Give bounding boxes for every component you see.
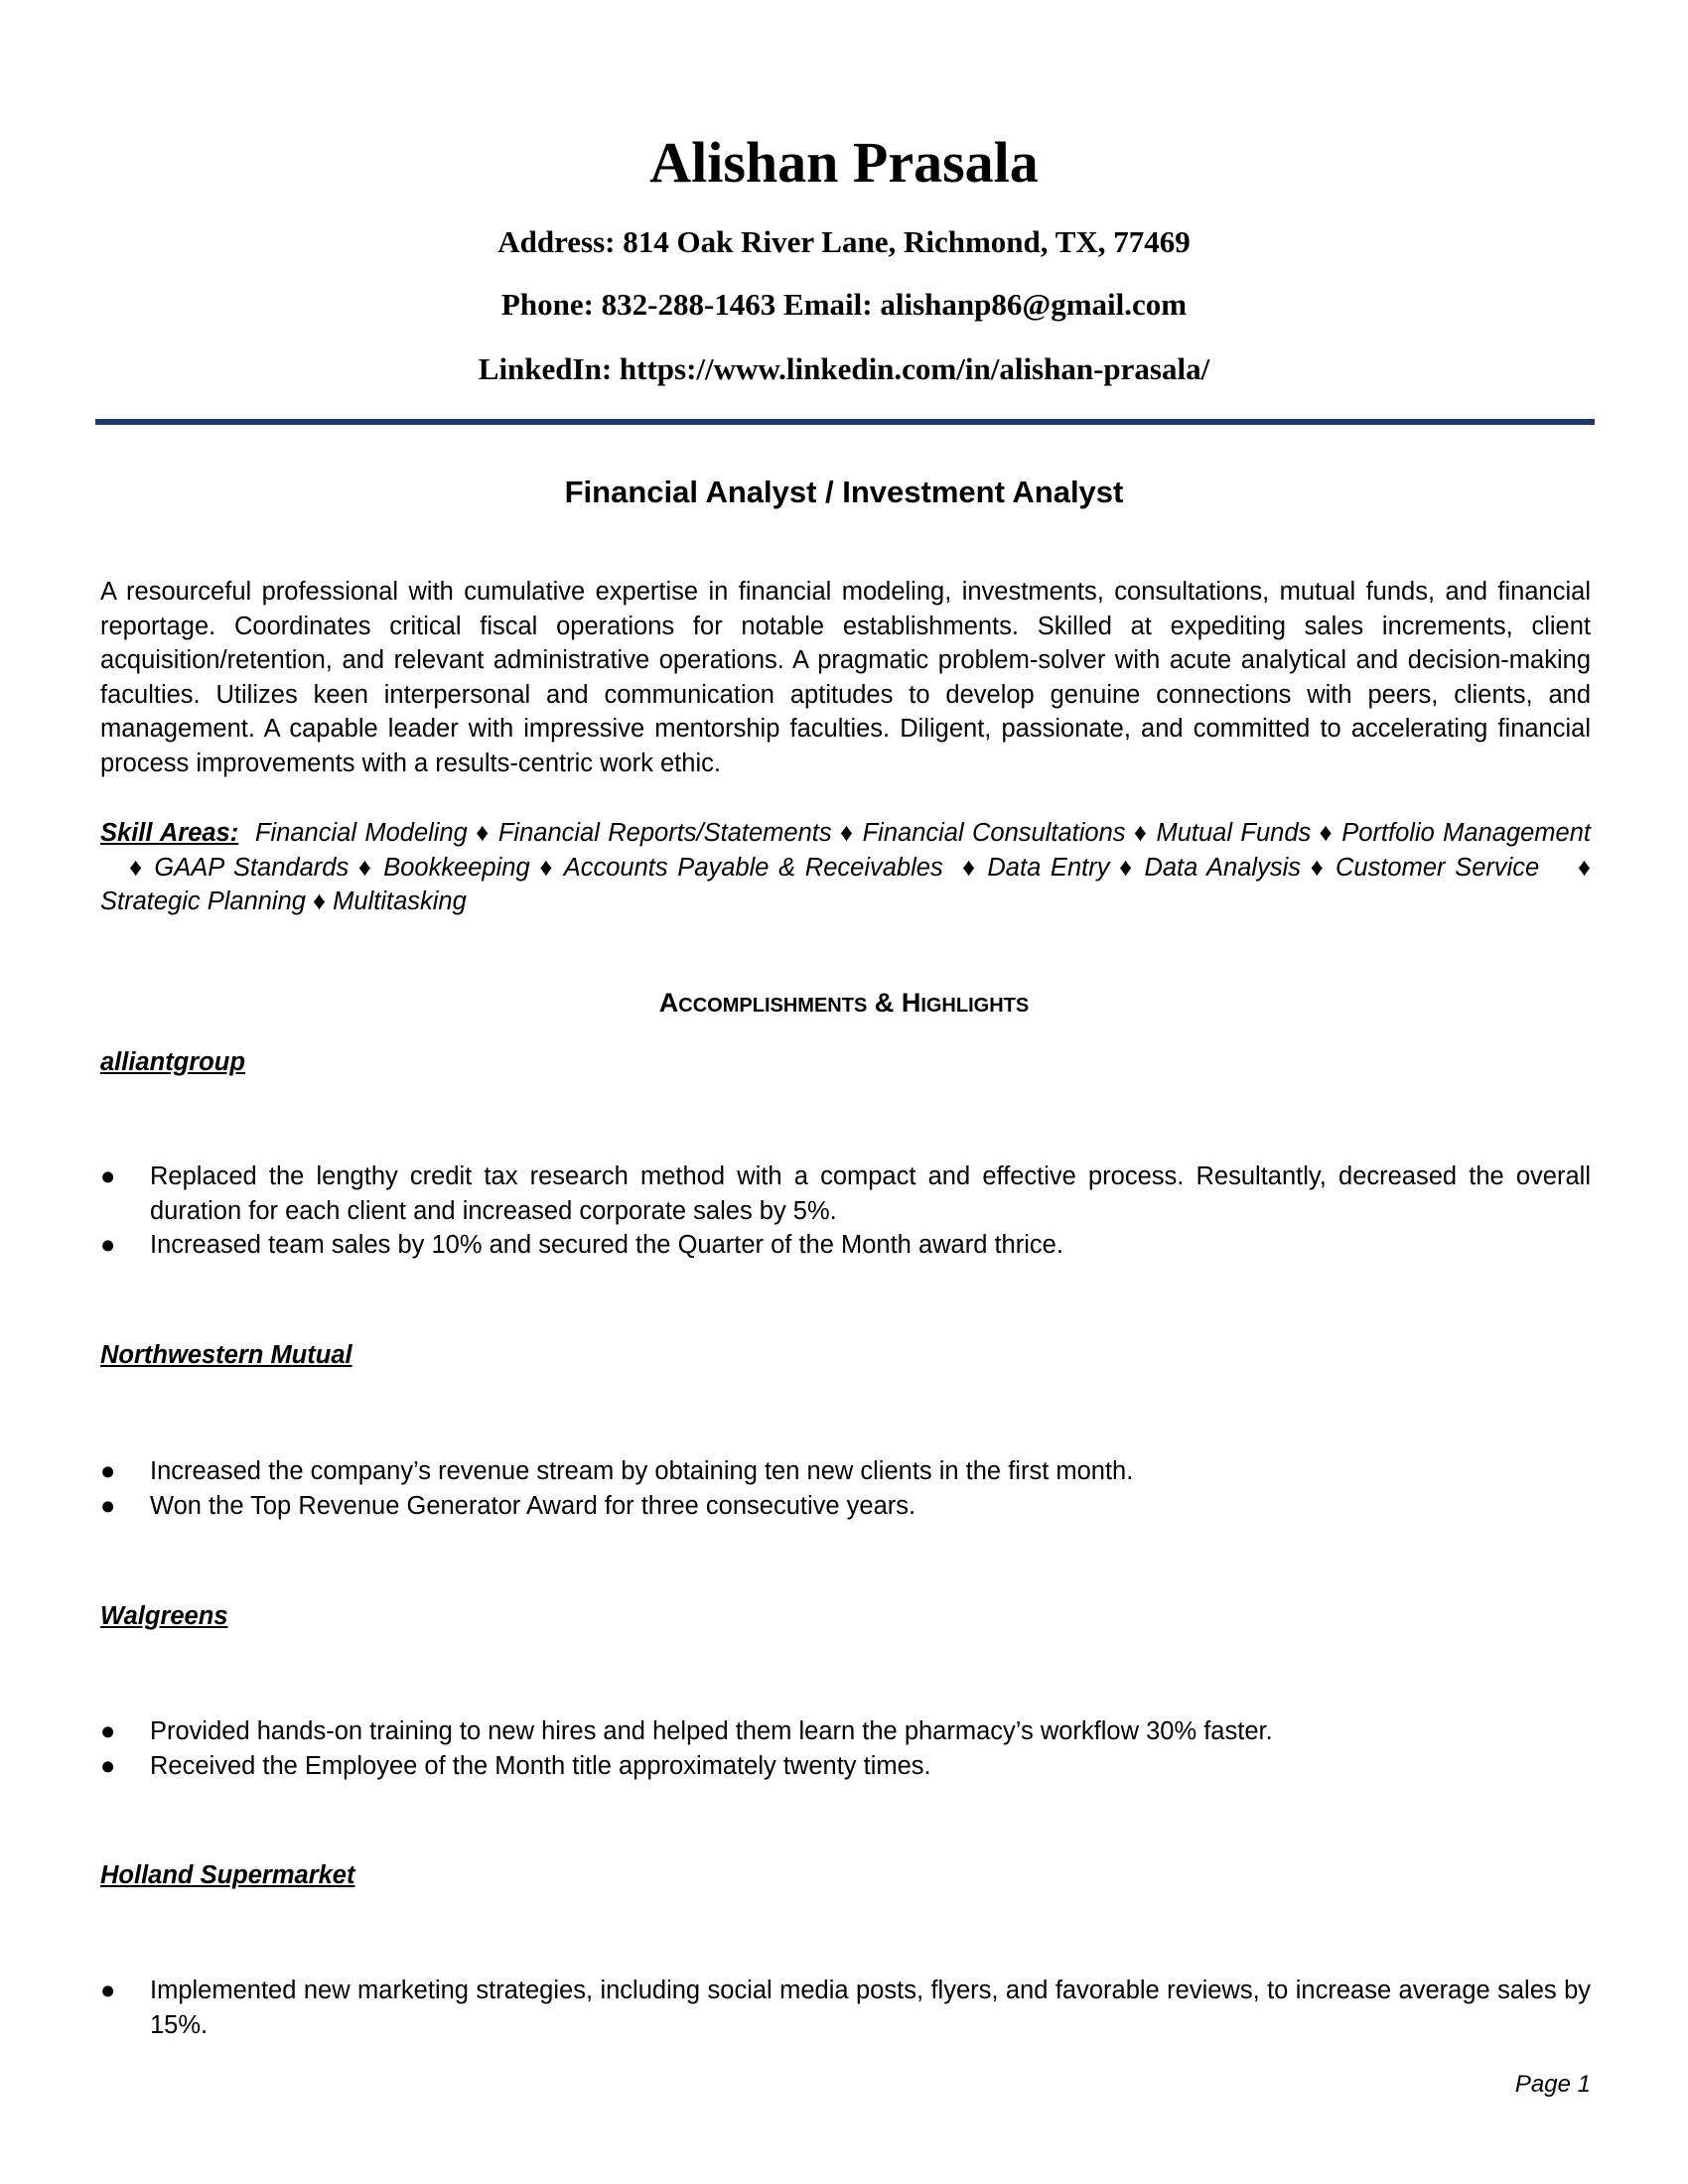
list-item: ● Won the Top Revenue Generator Award for three consecutive years. bbox=[100, 1491, 916, 1520]
list-item: ● Implemented new marketing strategies, including social media posts, flyers, and favorable reviews, to increase average sales by 15%. bbox=[100, 1977, 1591, 2039]
candidate-name: Alishan Prasala bbox=[649, 130, 1039, 195]
company-name: Walgreens bbox=[100, 1602, 228, 1630]
accomplishments-heading: ACCOMPLISHMENTS & HIGHLIGHTS bbox=[658, 988, 1030, 1018]
header-divider bbox=[95, 419, 1595, 425]
list-item: ● Provided hands-on training to new hires and helped them learn the pharmacy’s workflow 30% faster. bbox=[100, 1717, 1273, 1745]
phone-email: Phone: 832-288-1463 Email: alishanp86@gmail.com bbox=[500, 287, 1188, 322]
list-item: ● Increased the company’s revenue stream by obtaining ten new clients in the first month. bbox=[100, 1457, 1134, 1485]
bullet-list bbox=[100, 1160, 1591, 1263]
list-item: ● Received the Employee of the Month title approximately twenty times. bbox=[100, 1751, 931, 1780]
company-name: Northwestern Mutual bbox=[100, 1341, 352, 1369]
list-item: ● Replaced the lengthy credit tax research method with a compact and effective process. Resultantly, decreased the overall duration for each client and increased corporate sales by 5%. bbox=[100, 1162, 1591, 1225]
linkedin: LinkedIn: https://www.linkedin.com/in/alishan-prasala/ bbox=[478, 351, 1210, 386]
bullet-list bbox=[100, 1714, 1591, 1783]
skill-areas-list: Financial Modeling ♦ Financial Reports/Statements ♦ Financial Consultations ♦ Mutual Funds ♦ Portfolio Management ♦ GAAP Standards ♦ Bookkeeping ♦ Accounts Payable & Receivables ♦ Data Entry ♦ Data Analysis ♦ Customer Service ♦ Strategic Planning ♦ Multitasking bbox=[100, 819, 1591, 916]
address: Address: 814 Oak River Lane, Richmond, TX, 77469 bbox=[497, 224, 1191, 259]
company-name: alliantgroup bbox=[100, 1048, 245, 1076]
company-name: Holland Supermarket bbox=[100, 1861, 355, 1889]
list-item: ● Increased team sales by 10% and secured the Quarter of the Month award thrice. bbox=[100, 1231, 1063, 1260]
bullet-list bbox=[100, 1454, 1591, 1523]
summary: A resourceful professional with cumulative expertise in financial modeling, investments, consultations, mutual funds, and financial reportage. Coordinates critical fiscal operations for notable establishments. Skilled at expediting sales increments, client acquisition/retention, and relevant administrative operations. A pragmatic problem-solver with acute analytical and decision-making faculties. Utilizes keen interpersonal and communication aptitudes to develop genuine connections with peers, clients, and management. A capable leader with impressive mentorship faculties. Diligent, passionate, and committed to accelerating financial process improvements with a results-centric work ethic. bbox=[100, 578, 1591, 777]
skill-areas bbox=[100, 816, 1591, 919]
page-number: Page 1 bbox=[1514, 2071, 1591, 2098]
job-title: Financial Analyst / Investment Analyst bbox=[564, 475, 1124, 509]
skill-areas-label: Skill Areas: bbox=[100, 819, 239, 847]
bullet-list bbox=[100, 1974, 1591, 2042]
